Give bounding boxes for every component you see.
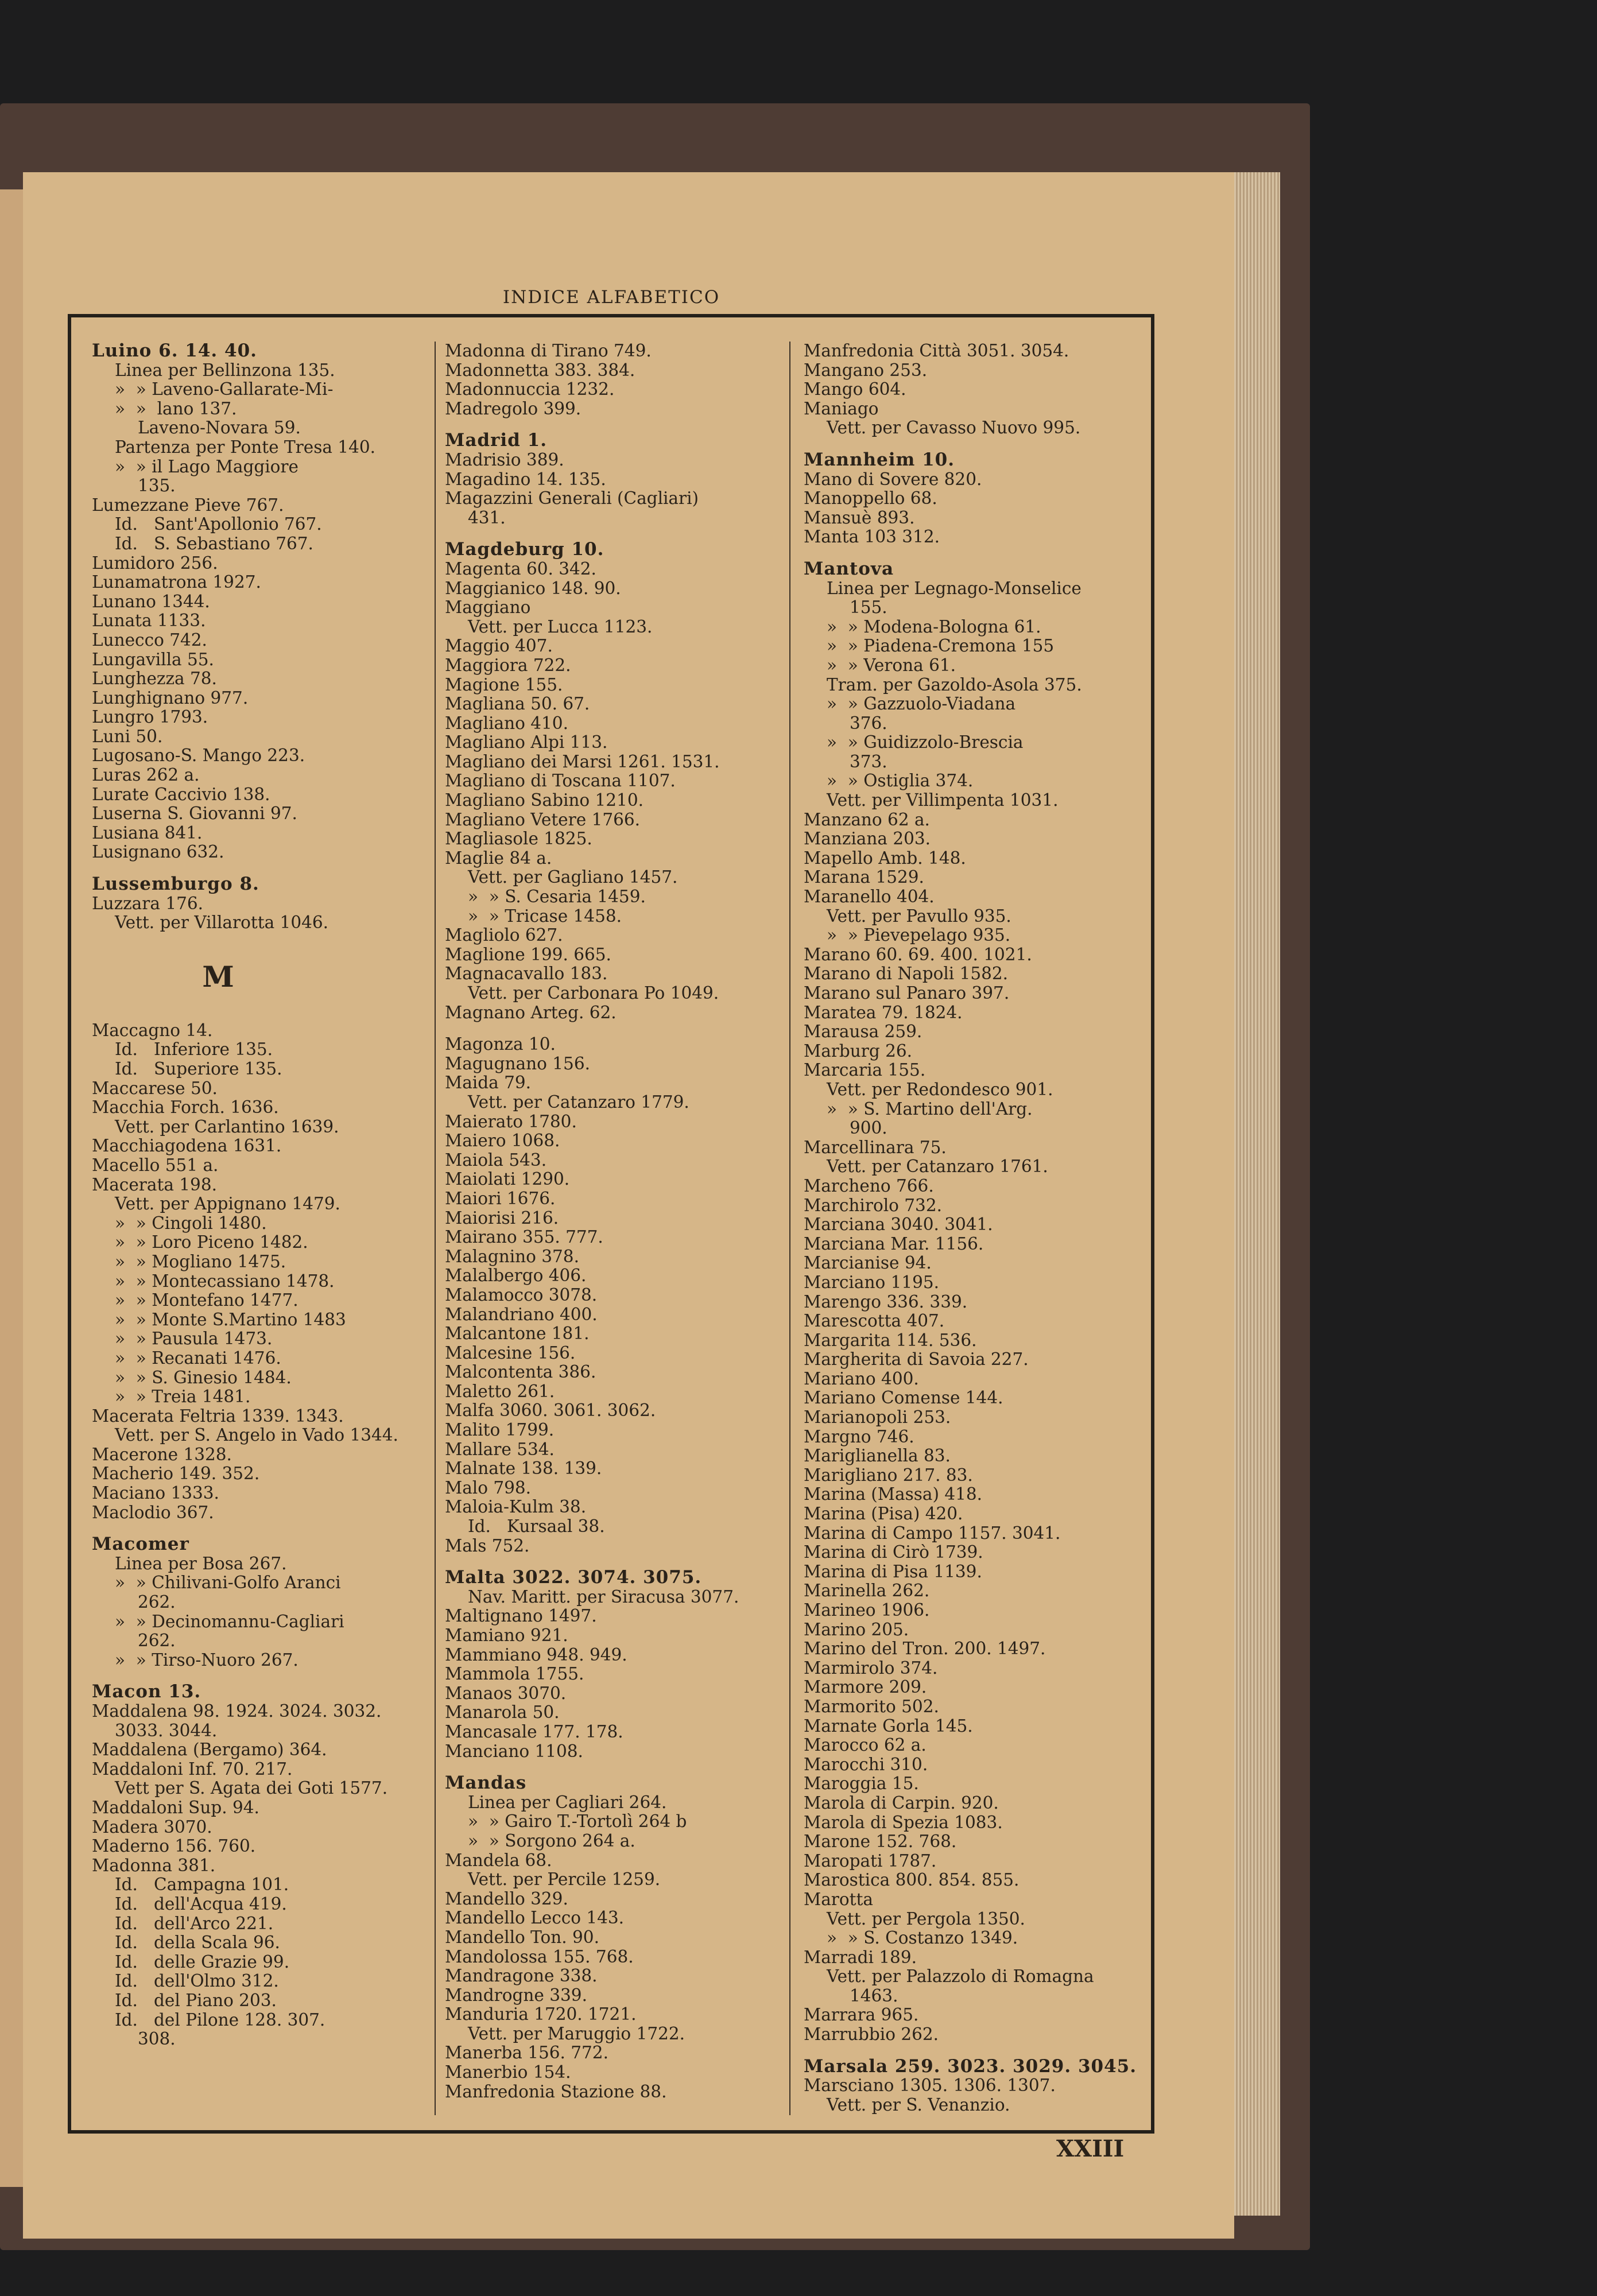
index-entry: Manzano 62 a. <box>804 810 930 829</box>
page-header: INDICE ALFABETICO <box>502 287 720 308</box>
index-entry: » » S. Cesaria 1459. <box>468 887 646 907</box>
column-divider <box>435 342 436 2115</box>
index-entry: Maclodio 367. <box>92 1503 214 1522</box>
index-entry: Magione 155. <box>445 675 563 695</box>
index-entry: Macerata Feltria 1339. 1343. <box>92 1406 344 1426</box>
index-entry: Id. delle Grazie 99. <box>115 1952 290 1972</box>
index-entry: Marciano 1195. <box>804 1273 940 1292</box>
index-entry: Magnacavallo 183. <box>445 964 608 984</box>
left-page-edge <box>0 189 23 2187</box>
spacer <box>804 2045 1137 2057</box>
index-heading: Madrid 1. <box>445 431 548 451</box>
spacer <box>804 547 1137 560</box>
index-entry: Lungro 1793. <box>92 708 208 727</box>
index-entry: Vett per S. Agata dei Goti 1577. <box>115 1779 388 1798</box>
index-entry: 155. <box>850 598 887 618</box>
index-entry: Lunamatrona 1927. <box>92 573 261 592</box>
index-entry: Magnano Arteg. 62. <box>445 1003 617 1022</box>
index-entry: Maierato 1780. <box>445 1112 577 1131</box>
index-entry: Id. Kursaal 38. <box>468 1517 605 1537</box>
index-entry: » » Treia 1481. <box>115 1387 251 1407</box>
index-entry: » » S. Costanzo 1349. <box>827 1929 1018 1948</box>
index-entry: Mandela 68. <box>445 1851 552 1870</box>
index-entry: Vett. per S. Venanzio. <box>827 2095 1010 2115</box>
index-entry: Madonnuccia 1232. <box>445 380 615 400</box>
index-entry: Marano sul Panaro 397. <box>804 984 1010 1003</box>
index-entry: Mandello 329. <box>445 1889 568 1909</box>
index-entry: Manerbio 154. <box>445 2063 571 2082</box>
index-entry: Madonnetta 383. 384. <box>445 360 635 380</box>
index-entry: Lumidoro 256. <box>92 553 218 573</box>
index-entry: » » Verona 61. <box>827 656 956 675</box>
index-entry: Partenza per Ponte Tresa 140. <box>115 437 375 457</box>
index-entry: Manarola 50. <box>445 1703 560 1723</box>
index-entry: Vett. per Lucca 1123. <box>468 617 653 637</box>
index-entry: » » Laveno-Gallarate-Mi- <box>115 380 334 400</box>
index-entry: Lurate Caccivio 138. <box>92 785 270 804</box>
index-entry: Marana 1529. <box>804 868 924 887</box>
index-entry: Id. dell'Acqua 419. <box>115 1894 287 1914</box>
index-entry: Manfredonia Stazione 88. <box>445 2082 667 2101</box>
index-entry: Marcianise 94. <box>804 1254 932 1273</box>
index-entry: Maiero 1068. <box>445 1131 560 1151</box>
index-entry: Marescotta 407. <box>804 1312 945 1331</box>
index-entry: Malagnino 378. <box>445 1247 579 1266</box>
index-entry: Vett. per Appignano 1479. <box>115 1194 340 1214</box>
index-entry: Marnate Gorla 145. <box>804 1716 973 1736</box>
index-entry: » » Gairo T.-Tortolì 264 b <box>468 1812 687 1832</box>
index-entry: Vett. per Catanzaro 1779. <box>468 1092 689 1112</box>
index-entry: Nav. Maritt. per Siracusa 3077. <box>468 1587 739 1607</box>
index-entry: Marina (Massa) 418. <box>804 1485 983 1504</box>
index-entry: Vett. per Percile 1259. <box>468 1870 661 1890</box>
index-entry: Vett. per S. Angelo in Vado 1344. <box>115 1426 398 1445</box>
index-entry: Marina di Pisa 1139. <box>804 1562 982 1581</box>
index-entry: Mango 604. <box>804 380 906 400</box>
index-entry: Marostica 800. 854. 855. <box>804 1871 1020 1890</box>
spacer <box>445 1761 778 1774</box>
index-entry: Malcesine 156. <box>445 1343 576 1363</box>
index-entry: Macchiagodena 1631. <box>92 1137 282 1156</box>
index-entry: Maglione 199. 665. <box>445 945 611 964</box>
index-heading: Malta 3022. 3074. 3075. <box>445 1568 702 1588</box>
index-entry: Margno 746. <box>804 1427 914 1446</box>
index-entry: Macello 551 a. <box>92 1155 219 1175</box>
spacer <box>92 933 425 945</box>
index-entry: Luni 50. <box>92 727 163 746</box>
index-entry: Lusignano 632. <box>92 843 224 862</box>
index-entry: » » S. Martino dell'Arg. <box>827 1099 1033 1119</box>
index-entry: Margherita di Savoia 227. <box>804 1350 1029 1370</box>
index-entry: Manaos 3070. <box>445 1684 567 1703</box>
spacer <box>445 528 778 540</box>
index-entry: Marotta <box>804 1890 873 1909</box>
index-entry: » » S. Ginesio 1484. <box>115 1368 292 1387</box>
index-entry: 308. <box>138 2030 176 2049</box>
index-entry: Magliana 50. 67. <box>445 695 590 714</box>
spacer <box>804 438 1137 451</box>
index-entry: Manziana 203. <box>804 829 931 849</box>
index-entry: Mariglianella 83. <box>804 1446 951 1466</box>
index-entry: Id. dell'Arco 221. <box>115 1914 274 1933</box>
index-entry: Maggianico 148. 90. <box>445 579 621 598</box>
index-entry: 135. <box>138 476 176 496</box>
index-entry: Marausa 259. <box>804 1022 922 1042</box>
index-entry: Maletto 261. <box>445 1382 555 1401</box>
index-entry: Madrisio 389. <box>445 450 564 470</box>
index-entry: Mansuè 893. <box>804 508 915 528</box>
index-entry: Mandolossa 155. 768. <box>445 1947 634 1967</box>
index-entry: Malo 798. <box>445 1478 532 1498</box>
index-entry: Marmore 209. <box>804 1678 927 1697</box>
index-entry: Maranello 404. <box>804 887 935 907</box>
index-entry: » » Tirso-Nuoro 267. <box>115 1650 299 1670</box>
index-entry: Maratea 79. 1824. <box>804 1003 963 1022</box>
index-entry: Mallare 534. <box>445 1440 555 1459</box>
index-entry: 262. <box>138 1631 176 1651</box>
index-entry: Madonna 381. <box>92 1856 216 1875</box>
index-heading: Macomer <box>92 1535 189 1554</box>
index-entry: Mandello Ton. 90. <box>445 1927 599 1947</box>
index-entry: Marola di Carpin. 920. <box>804 1793 999 1813</box>
index-entry: Vett. per Carbonara Po 1049. <box>468 984 719 1003</box>
index-entry: Lunecco 742. <box>92 630 207 650</box>
index-entry: Magliano Sabino 1210. <box>445 791 644 810</box>
index-entry: Mandragone 338. <box>445 1967 598 1986</box>
index-entry: » » Mogliano 1475. <box>115 1252 286 1271</box>
index-entry: 3033. 3044. <box>115 1721 218 1740</box>
index-column-3 <box>804 342 1137 2115</box>
index-entry: Maida 79. <box>445 1073 531 1093</box>
index-entry: Lunghignano 977. <box>92 688 249 708</box>
index-entry: Madregolo 399. <box>445 399 582 418</box>
index-entry: Marino 205. <box>804 1620 909 1639</box>
index-entry: Maiolati 1290. <box>445 1170 570 1189</box>
index-entry: Marrara 965. <box>804 2006 919 2025</box>
index-entry: Marcaria 155. <box>804 1061 926 1080</box>
index-entry: Marineo 1906. <box>804 1601 930 1620</box>
index-entry: Malnate 138. 139. <box>445 1459 602 1479</box>
index-entry: Marradi 189. <box>804 1948 917 1967</box>
index-entry: Magliasole 1825. <box>445 829 592 849</box>
index-entry: » » Montefano 1477. <box>115 1291 299 1310</box>
index-entry: Macerone 1328. <box>92 1445 232 1464</box>
index-entry: Id. Superiore 135. <box>115 1060 282 1079</box>
index-entry: Marina (Pisa) 420. <box>804 1504 963 1524</box>
index-entry: Id. Sant'Apollonio 767. <box>115 515 322 534</box>
page-number: XXIII <box>1056 2135 1125 2162</box>
index-entry: » » lano 137. <box>115 399 237 418</box>
index-entry: Magliano Vetere 1766. <box>445 810 641 829</box>
index-entry: Marsciano 1305. 1306. 1307. <box>804 2076 1056 2096</box>
index-entry: Id. Inferiore 135. <box>115 1040 273 1060</box>
index-entry: Vett. per Villimpenta 1031. <box>827 791 1059 810</box>
index-entry: Maciano 1333. <box>92 1484 219 1503</box>
index-entry: Malito 1799. <box>445 1421 555 1440</box>
index-entry: Maloia-Kulm 38. <box>445 1498 587 1517</box>
index-entry: Tram. per Gazoldo-Asola 375. <box>827 675 1082 695</box>
index-entry: Manerba 156. 772. <box>445 2043 608 2063</box>
index-entry: 373. <box>850 752 887 771</box>
index-entry: » » Cingoli 1480. <box>115 1213 267 1233</box>
index-entry: Marina di Cirò 1739. <box>804 1543 983 1562</box>
index-entry: Maropati 1787. <box>804 1851 937 1871</box>
spacer <box>92 1522 425 1535</box>
index-entry: Mariano 400. <box>804 1369 919 1389</box>
index-entry: Malamocco 3078. <box>445 1285 598 1305</box>
index-entry: Mamiano 921. <box>445 1626 568 1645</box>
index-entry: Manduria 1720. 1721. <box>445 2005 637 2024</box>
index-entry: Mangano 253. <box>804 360 928 380</box>
index-entry: Vett. per Maruggio 1722. <box>468 2024 685 2043</box>
index-entry: » » Ostiglia 374. <box>827 771 974 791</box>
index-entry: Mano di Sovere 820. <box>804 470 982 489</box>
index-entry: Marcheno 766. <box>804 1176 934 1196</box>
index-entry: Luserna S. Giovanni 97. <box>92 804 297 824</box>
index-entry: Id. dell'Olmo 312. <box>115 1972 279 1991</box>
index-entry: Vett. per Redondesco 901. <box>827 1080 1053 1099</box>
index-entry: Mancasale 177. 178. <box>445 1722 623 1742</box>
index-entry: Mals 752. <box>445 1536 530 1556</box>
index-entry: » » Recanati 1476. <box>115 1348 281 1368</box>
index-entry: Marmorito 502. <box>804 1697 939 1716</box>
index-entry: Marciana Mar. 1156. <box>804 1234 984 1254</box>
index-entry: Macchia Forch. 1636. <box>92 1098 279 1118</box>
index-entry: Marino del Tron. 200. 1497. <box>804 1639 1046 1659</box>
index-entry: » » Gazzuolo-Viadana <box>827 695 1016 714</box>
index-heading: Mandas <box>445 1774 527 1793</box>
index-entry: Maddalena (Bergamo) 364. <box>92 1740 327 1760</box>
index-entry: Maddalena 98. 1924. 3024. 3032. <box>92 1702 382 1721</box>
index-entry: Malandriano 400. <box>445 1305 598 1324</box>
index-entry: Marburg 26. <box>804 1041 913 1061</box>
spacer <box>445 418 778 431</box>
index-entry: Magugnano 156. <box>445 1054 590 1073</box>
index-entry: Manoppello 68. <box>804 489 937 509</box>
index-entry: Linea per Bosa 267. <box>115 1554 287 1573</box>
index-entry: Lungavilla 55. <box>92 650 214 669</box>
index-entry: Mariano Comense 144. <box>804 1389 1003 1408</box>
index-entry: Mandrogne 339. <box>445 1985 587 2005</box>
index-entry: Marano 60. 69. 400. 1021. <box>804 945 1032 964</box>
index-entry: Lunano 1344. <box>92 592 210 611</box>
index-entry: Linea per Cagliari 264. <box>468 1793 667 1812</box>
index-entry: Maddaloni Sup. 94. <box>92 1798 259 1817</box>
spacer <box>92 1670 425 1682</box>
index-entry: Vett. per Gagliano 1457. <box>468 868 678 887</box>
index-entry: Linea per Bellinzona 135. <box>115 360 335 380</box>
index-entry: Marone 152. 768. <box>804 1832 957 1852</box>
index-entry: Vett. per Catanzaro 1761. <box>827 1157 1048 1177</box>
index-entry: Macerata 198. <box>92 1175 217 1194</box>
index-entry: Maglie 84 a. <box>445 848 552 868</box>
index-entry: » » Guidizzolo-Brescia <box>827 733 1024 753</box>
index-heading: Magdeburg 10. <box>445 540 604 560</box>
index-entry: Id. della Scala 96. <box>115 1933 280 1953</box>
index-entry: Margarita 114. 536. <box>804 1331 977 1350</box>
index-entry: Id. del Pilone 128. 307. <box>115 2010 325 2030</box>
index-entry: Mammiano 948. 949. <box>445 1645 627 1665</box>
index-entry: Magonza 10. <box>445 1035 556 1054</box>
index-entry: » » Monte S.Martino 1483 <box>115 1310 346 1329</box>
index-entry: Madonna di Tirano 749. <box>445 342 652 360</box>
index-heading: Mantova <box>804 559 894 579</box>
index-entry: Magliano dei Marsi 1261. 1531. <box>445 752 720 771</box>
index-entry: Marigliano 217. 83. <box>804 1465 973 1485</box>
index-entry: Magliolo 627. <box>445 926 563 945</box>
column-divider <box>789 342 790 2115</box>
index-entry: » » Tricase 1458. <box>468 906 622 926</box>
index-heading: Mannheim 10. <box>804 450 955 470</box>
index-entry: Marcellinara 75. <box>804 1138 947 1157</box>
index-entry: Marocco 62 a. <box>804 1736 927 1755</box>
index-heading: Luino 6. 14. 40. <box>92 342 257 361</box>
index-entry: Maiorisi 216. <box>445 1208 559 1228</box>
index-entry: Maggiano <box>445 598 531 618</box>
index-entry: 1463. <box>850 1986 898 2006</box>
index-entry: Vett. per Carlantino 1639. <box>115 1117 339 1137</box>
index-entry: Magazzini Generali (Cagliari) <box>445 489 699 509</box>
index-column-2 <box>445 342 778 2101</box>
index-entry: Magliano 410. <box>445 713 568 733</box>
index-entry: Malalbergo 406. <box>445 1266 587 1286</box>
index-entry: » » Loro Piceno 1482. <box>115 1233 308 1252</box>
spacer <box>92 1009 425 1021</box>
index-entry: Marola di Spezia 1083. <box>804 1813 1003 1832</box>
index-entry: Marengo 336. 339. <box>804 1292 968 1312</box>
index-heading: Lussemburgo 8. <box>92 875 259 894</box>
index-column-1 <box>92 342 425 2049</box>
index-entry: Manfredonia Città 3051. 3054. <box>804 342 1069 360</box>
index-entry: Mandello Lecco 143. <box>445 1909 625 1928</box>
index-entry: Mairano 355. 777. <box>445 1228 603 1247</box>
index-entry: Id. Campagna 101. <box>115 1875 289 1895</box>
index-entry: Marano di Napoli 1582. <box>804 964 1009 984</box>
spacer <box>92 862 425 875</box>
spacer <box>445 1022 778 1035</box>
index-entry: Madera 3070. <box>92 1817 212 1837</box>
index-entry: 262. <box>138 1593 176 1612</box>
index-entry: Macherio 149. 352. <box>92 1464 260 1484</box>
index-entry: Marrubbio 262. <box>804 2025 939 2045</box>
index-entry: Magliano di Toscana 1107. <box>445 771 676 791</box>
index-entry: Marchirolo 732. <box>804 1196 942 1215</box>
index-entry: Marciana 3040. 3041. <box>804 1215 993 1235</box>
index-entry: » » Modena-Bologna 61. <box>827 617 1041 637</box>
index-entry: » » Sorgono 264 a. <box>468 1831 635 1851</box>
index-entry: Maccagno 14. <box>92 1021 213 1040</box>
index-entry: Marina di Campo 1157. 3041. <box>804 1523 1061 1543</box>
index-entry: Maccarese 50. <box>92 1079 218 1098</box>
index-entry: Lunata 1133. <box>92 611 206 631</box>
index-entry: » » Chilivani-Golfo Aranci <box>115 1573 341 1593</box>
index-entry: 431. <box>468 508 506 528</box>
index-entry: Mapello Amb. 148. <box>804 848 966 868</box>
index-entry: Manta 103 312. <box>804 528 940 547</box>
index-entry: Malcantone 181. <box>445 1324 590 1344</box>
index-entry: Marocchi 310. <box>804 1755 928 1774</box>
index-entry: » » Montecassiano 1478. <box>115 1271 335 1291</box>
index-heading: Macon 13. <box>92 1682 201 1702</box>
index-entry: Id. del Piano 203. <box>115 1991 277 2010</box>
spacer <box>445 1556 778 1568</box>
index-entry: Vett. per Pavullo 935. <box>827 906 1011 926</box>
index-entry: 376. <box>850 713 887 733</box>
index-entry: 900. <box>850 1119 887 1138</box>
index-entry: Marmirolo 374. <box>804 1658 938 1678</box>
index-entry: » » il Lago Maggiore <box>115 457 299 476</box>
index-entry: Lusiana 841. <box>92 823 203 843</box>
index-entry: Lumezzane Pieve 767. <box>92 495 284 515</box>
index-entry: Manciano 1108. <box>445 1742 583 1761</box>
index-entry: » » Pievepelago 935. <box>827 926 1011 945</box>
index-entry: Luzzara 176. <box>92 894 204 913</box>
index-entry: Magliano Alpi 113. <box>445 733 608 753</box>
index-entry: Maiori 1676. <box>445 1189 556 1208</box>
index-entry: Vett. per Palazzolo di Romagna <box>827 1967 1094 1987</box>
index-entry: Magenta 60. 342. <box>445 559 596 579</box>
index-entry: Maltignano 1497. <box>445 1607 597 1626</box>
index-entry: Marianopoli 253. <box>804 1408 951 1428</box>
index-entry: Maggio 407. <box>445 637 553 656</box>
index-entry: » » Pausula 1473. <box>115 1329 273 1349</box>
index-entry: Maniago <box>804 399 879 418</box>
index-entry: » » Piadena-Cremona 155 <box>827 637 1055 656</box>
index-entry: Linea per Legnago-Monselice <box>827 579 1082 598</box>
index-entry: Maggiora 722. <box>445 656 571 675</box>
index-entry: Vett. per Pergola 1350. <box>827 1909 1025 1929</box>
index-entry: » » Decinomannu-Cagliari <box>115 1612 344 1631</box>
page-edges <box>1234 172 1280 2216</box>
index-entry: Id. S. Sebastiano 767. <box>115 534 313 553</box>
index-entry: M <box>202 959 234 994</box>
index-entry: Malcontenta 386. <box>445 1363 596 1382</box>
index-heading: Marsala 259. 3023. 3029. 3045. <box>804 2057 1137 2077</box>
index-entry: Lunghezza 78. <box>92 669 217 689</box>
index-entry: Lugosano-S. Mango 223. <box>92 746 305 766</box>
index-entry: Laveno-Novara 59. <box>138 418 301 438</box>
index-entry: Magadino 14. 135. <box>445 470 606 489</box>
index-entry: Vett. per Villarotta 1046. <box>115 913 329 933</box>
index-entry: Malfa 3060. 3061. 3062. <box>445 1401 656 1421</box>
index-entry: Vett. per Cavasso Nuovo 995. <box>827 418 1081 438</box>
index-entry: Maderno 156. 760. <box>92 1837 256 1856</box>
index-entry: Maroggia 15. <box>804 1774 919 1794</box>
index-entry: Maiola 543. <box>445 1150 547 1170</box>
index-entry: Maddaloni Inf. 70. 217. <box>92 1759 293 1779</box>
index-entry: Mammola 1755. <box>445 1665 584 1684</box>
index-entry: Luras 262 a. <box>92 766 200 785</box>
index-entry: Marinella 262. <box>804 1581 930 1601</box>
